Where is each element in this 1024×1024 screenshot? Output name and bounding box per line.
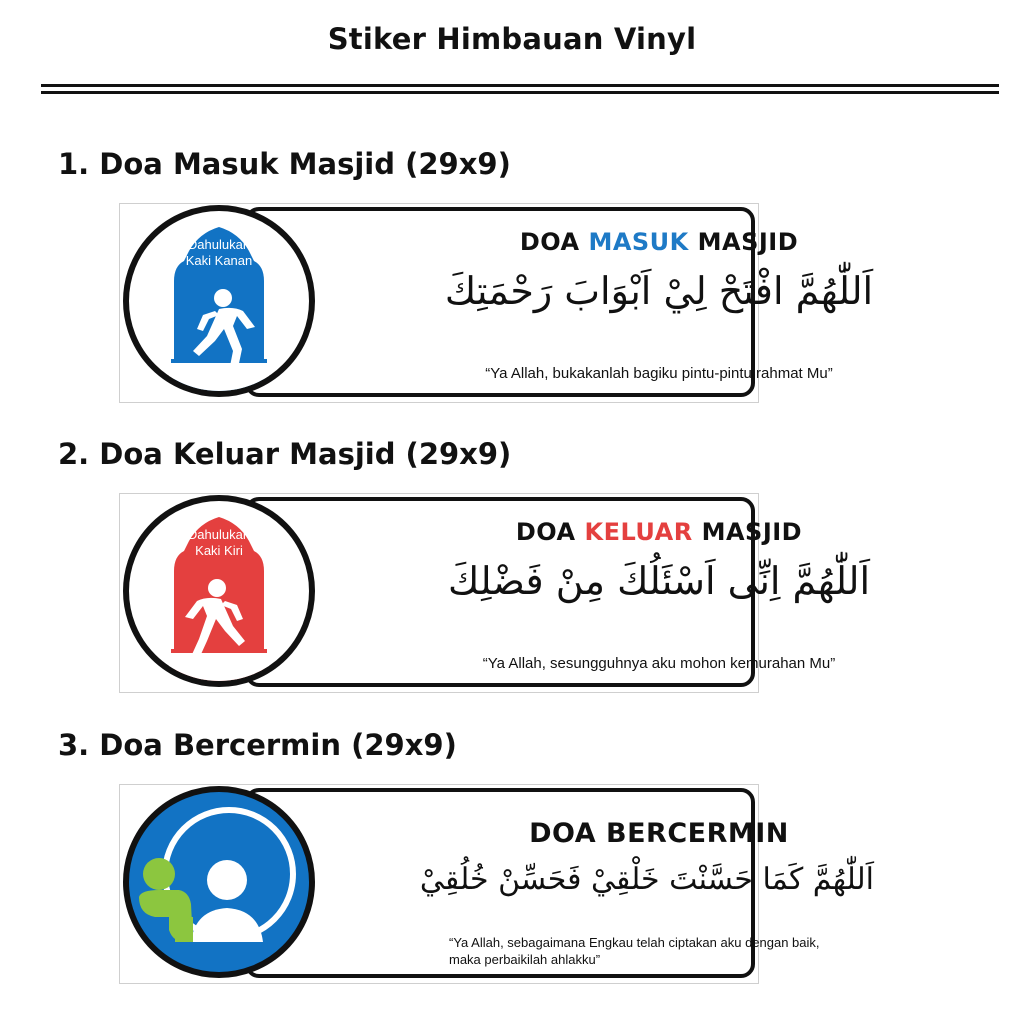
- title-suffix: MASJID: [692, 518, 803, 546]
- icon-label-line1: Dahulukan: [187, 237, 251, 252]
- sticker-body: [245, 788, 874, 978]
- sticker-title: [439, 228, 879, 256]
- title-highlight: KELUAR: [584, 518, 693, 546]
- sticker-body: [245, 497, 871, 687]
- prayer-translation: “Ya Allah, sesungguhnya aku mohon kemurahan Mu”: [482, 655, 836, 672]
- prayer-translation: “Ya Allah, bukakanlah bagiku pintu-pintu rahmat Mu”: [485, 365, 833, 382]
- arabic-prayer: اَللّٰهُمَّ كَمَا حَسَّنْتَ خَلْقِيْ فَحَسِّنْ خُلُقِيْ: [419, 862, 874, 897]
- page-title: Stiker Himbauan Vinyl: [327, 22, 697, 56]
- sticker-doa-keluar-masjid: [119, 493, 871, 693]
- arabic-prayer: اَللّٰهُمَّ افْتَحْ لِيْ اَبْوَابَ رَحْمَتِكَ: [444, 269, 874, 313]
- sticker-doa-masuk-masjid: [119, 203, 874, 403]
- sticker-body: [245, 207, 874, 397]
- sticker-icon-circle: [123, 495, 315, 687]
- sticker-doa-bercermin: [119, 784, 874, 984]
- prayer-translation: [449, 934, 869, 968]
- sticker-icon-circle: [123, 786, 315, 978]
- section-heading-bercermin: 3. Doa Bercermin (29x9): [58, 728, 457, 762]
- sticker-title: [439, 518, 879, 546]
- header-rule-top: [41, 84, 999, 87]
- sticker-title: DOA BERCERMIN: [529, 818, 789, 849]
- translation-line1: “Ya Allah, sebagaimana Engkau telah ciptakan aku dengan baik,: [449, 935, 820, 950]
- sticker-icon-circle: [123, 205, 315, 397]
- header-rule-bottom: [41, 91, 999, 94]
- icon-label-line2: Kaki Kiri: [195, 543, 243, 558]
- title-prefix: DOA: [519, 228, 589, 256]
- translation-line2: maka perbaikilah ahlakku”: [449, 952, 601, 967]
- icon-label-line2: Kaki Kanan: [185, 253, 253, 268]
- person-mirror-icon: [129, 792, 309, 972]
- icon-label-line1: Dahulukan: [187, 527, 251, 542]
- arabic-prayer: اَللّٰهُمَّ اِنِّى اَسْئَلُكَ مِنْ فَضْلِكَ: [447, 559, 871, 603]
- title-highlight: MASUK: [588, 228, 689, 256]
- section-heading-masuk: 1. Doa Masuk Masjid (29x9): [58, 147, 511, 181]
- section-heading-keluar: 2. Doa Keluar Masjid (29x9): [58, 437, 512, 471]
- title-suffix: MASJID: [688, 228, 799, 256]
- title-prefix: DOA: [515, 518, 585, 546]
